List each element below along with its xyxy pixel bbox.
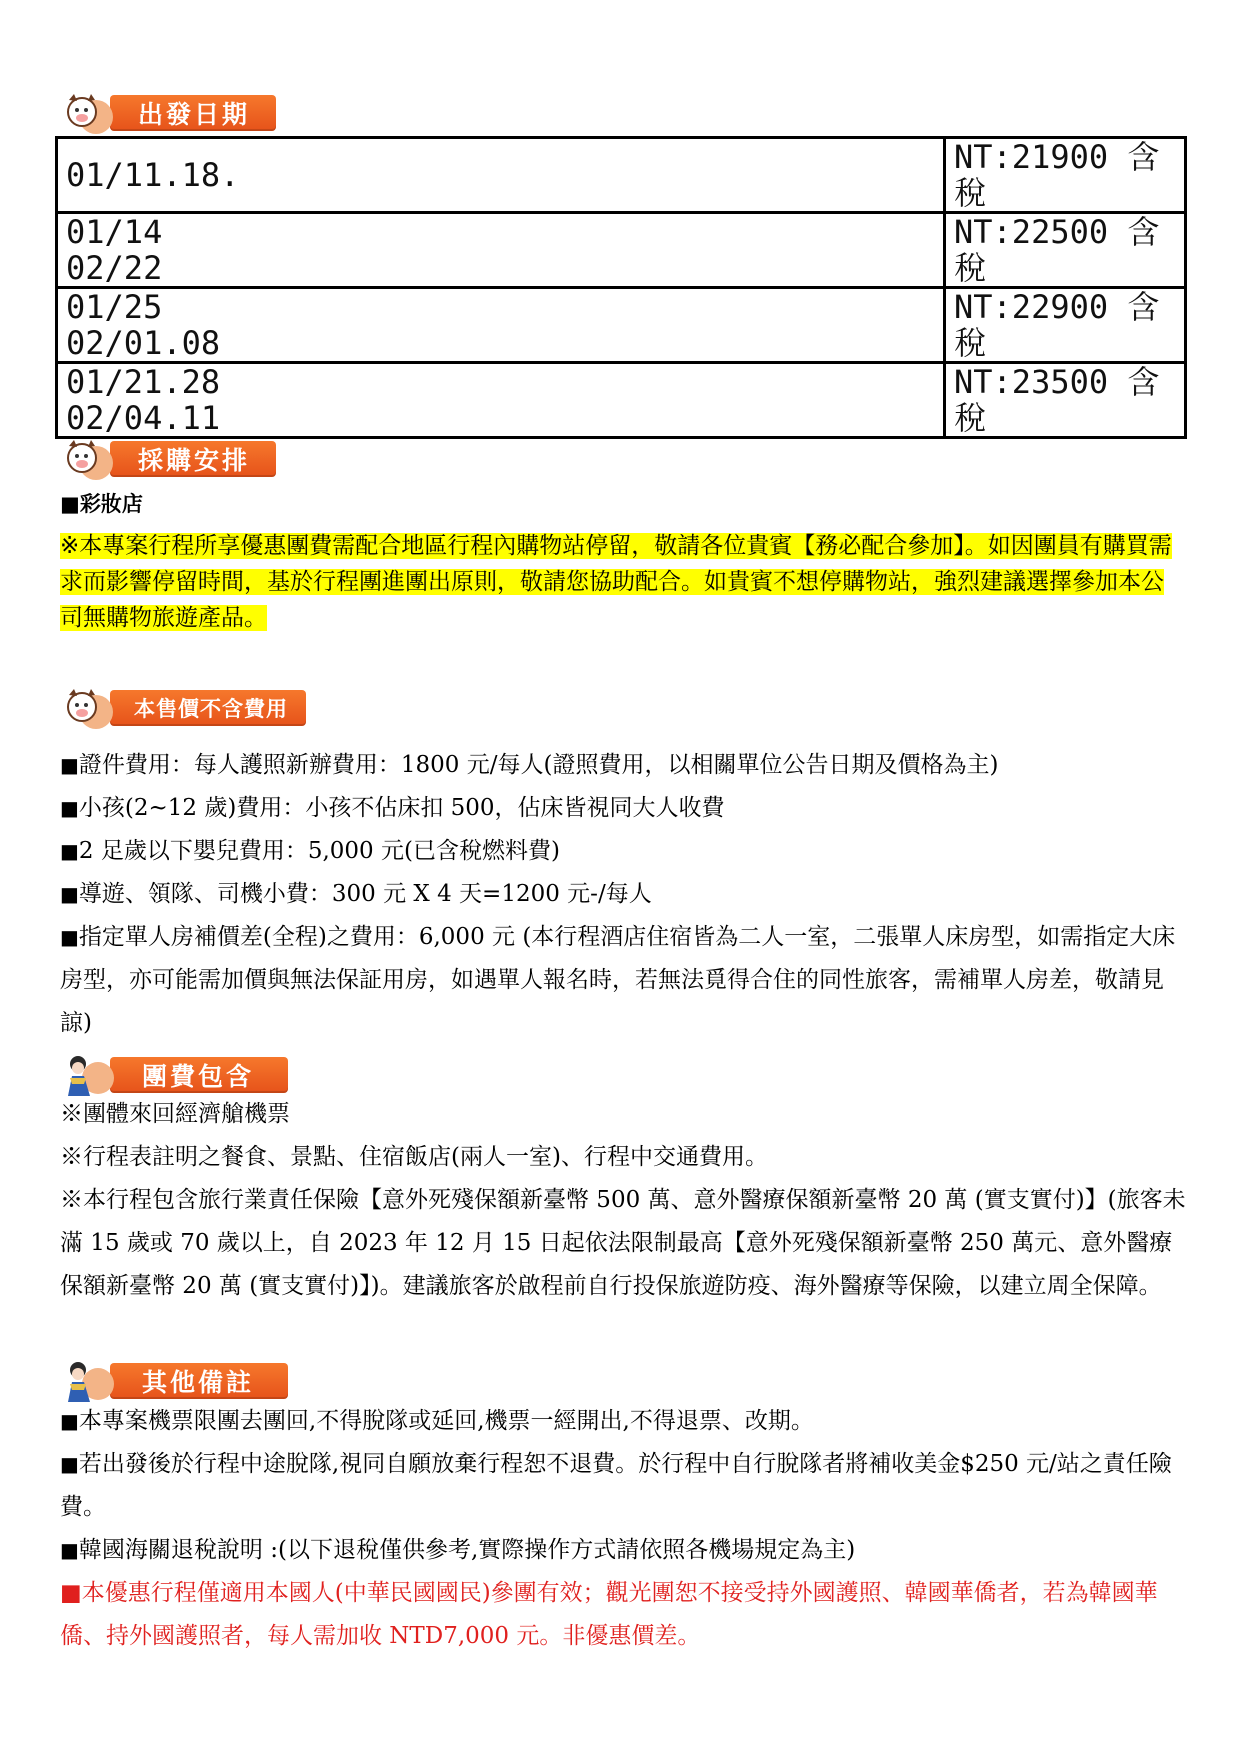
section-header-notes: [60, 1358, 288, 1404]
section-title: 團費包含: [110, 1057, 288, 1093]
shopping-notice: ※本專案行程所享優惠團費需配合地區行程內購物站停留，敬請各位貴賓【務必配合參加】。如因團員有購買需求而影響停留時間，基於行程團進團出原則，敬請您協助配合。如貴賓不想停購物站，強烈建議選擇參加本公司無購物旅遊產品。: [60, 533, 1172, 631]
table-row: [57, 288, 1186, 363]
date-cell: 01/11.18.: [57, 138, 945, 213]
list-item: ■小孩(2~12 歲)費用：小孩不佔床扣 500，佔床皆視同大人收費: [60, 795, 725, 821]
departure-dates-table: [55, 136, 1187, 439]
cow-mascot-icon: [60, 436, 118, 482]
section-title: 出發日期: [110, 95, 276, 131]
list-item: ■若出發後於行程中途脫隊,視同自願放棄行程恕不退費。於行程中自行脫隊者將補收美金$250 元/站之責任險費。: [60, 1451, 1172, 1520]
price-cell: NT:22900 含稅: [945, 288, 1186, 363]
list-item: ※團體來回經濟艙機票: [60, 1101, 290, 1127]
list-item: ■證件費用：每人護照新辦費用：1800 元/每人(證照費用，以相關單位公告日期及價格為主): [60, 752, 999, 778]
hanbok-girl-icon: [60, 1358, 118, 1404]
list-item: ■韓國海關退稅說明 :(以下退稅僅供參考,實際操作方式請依照各機場規定為主): [60, 1537, 856, 1563]
table-row: [57, 213, 1186, 288]
cow-mascot-icon: [60, 685, 118, 731]
section-header-included: [60, 1052, 288, 1098]
list-item: ■2 足歲以下嬰兒費用：5,000 元(已含稅燃料費): [60, 838, 560, 864]
excluded-list: [60, 744, 1190, 1045]
store-type: ■彩妝店: [60, 492, 143, 516]
table-row: [57, 138, 1186, 213]
price-cell: NT:21900 含稅: [945, 138, 1186, 213]
list-item: ■導遊、領隊、司機小費：300 元 X 4 天=1200 元-/每人: [60, 881, 652, 907]
date-cell: 01/25 02/01.08: [57, 288, 945, 363]
date-cell: 01/14 02/22: [57, 213, 945, 288]
price-cell: NT:23500 含稅: [945, 363, 1186, 438]
section-title: 採購安排: [110, 441, 276, 477]
date-cell: 01/21.28 02/04.11: [57, 363, 945, 438]
included-list: [60, 1093, 1190, 1308]
hanbok-girl-icon: [60, 1052, 118, 1098]
table-row: [57, 363, 1186, 438]
section-header-excluded: [60, 685, 306, 731]
cow-mascot-icon: [60, 90, 118, 136]
list-item: ■本專案機票限團去團回,不得脫隊或延回,機票一經開出,不得退票、改期。: [60, 1408, 814, 1434]
list-item: ■指定單人房補價差(全程)之費用：6,000 元 (本行程酒店住宿皆為二人一室，二張單人床房型，如需指定大床房型，亦可能需加價與無法保証用房，如遇單人報名時，若無法覓得合住的同性旅客，需補單人房差，敬請見諒): [60, 924, 1176, 1036]
list-item: ※本行程包含旅行業責任保險【意外死殘保額新臺幣 500 萬、意外醫療保額新臺幣 20 萬 (實支實付)】(旅客未滿 15 歲或 70 歲以上，自 2023 年 12 月 15 日起依法限制最高【意外死殘保額新臺幣 250 萬元、意外醫療保額新臺幣 20 萬 (實支實付)】)。建議旅客於啟程前自行投保旅遊防疫、海外醫療等保險，以建立周全保障。: [60, 1187, 1186, 1299]
price-cell: NT:22500 含稅: [945, 213, 1186, 288]
section-title: 其他備註: [110, 1363, 288, 1399]
notes-list: [60, 1400, 1190, 1658]
section-header-shopping: [60, 436, 276, 482]
list-item: ※行程表註明之餐食、景點、住宿飯店(兩人一室)、行程中交通費用。: [60, 1144, 768, 1170]
section-header-departure: [60, 90, 276, 136]
foreign-passport-notice: ■本優惠行程僅適用本國人(中華民國國民)參團有效；觀光團恕不接受持外國護照、韓國華僑者，若為韓國華僑、持外國護照者，每人需加收 NTD7,000 元。非優惠價差。: [60, 1580, 1158, 1649]
section-title: 本售價不含費用: [110, 690, 306, 726]
